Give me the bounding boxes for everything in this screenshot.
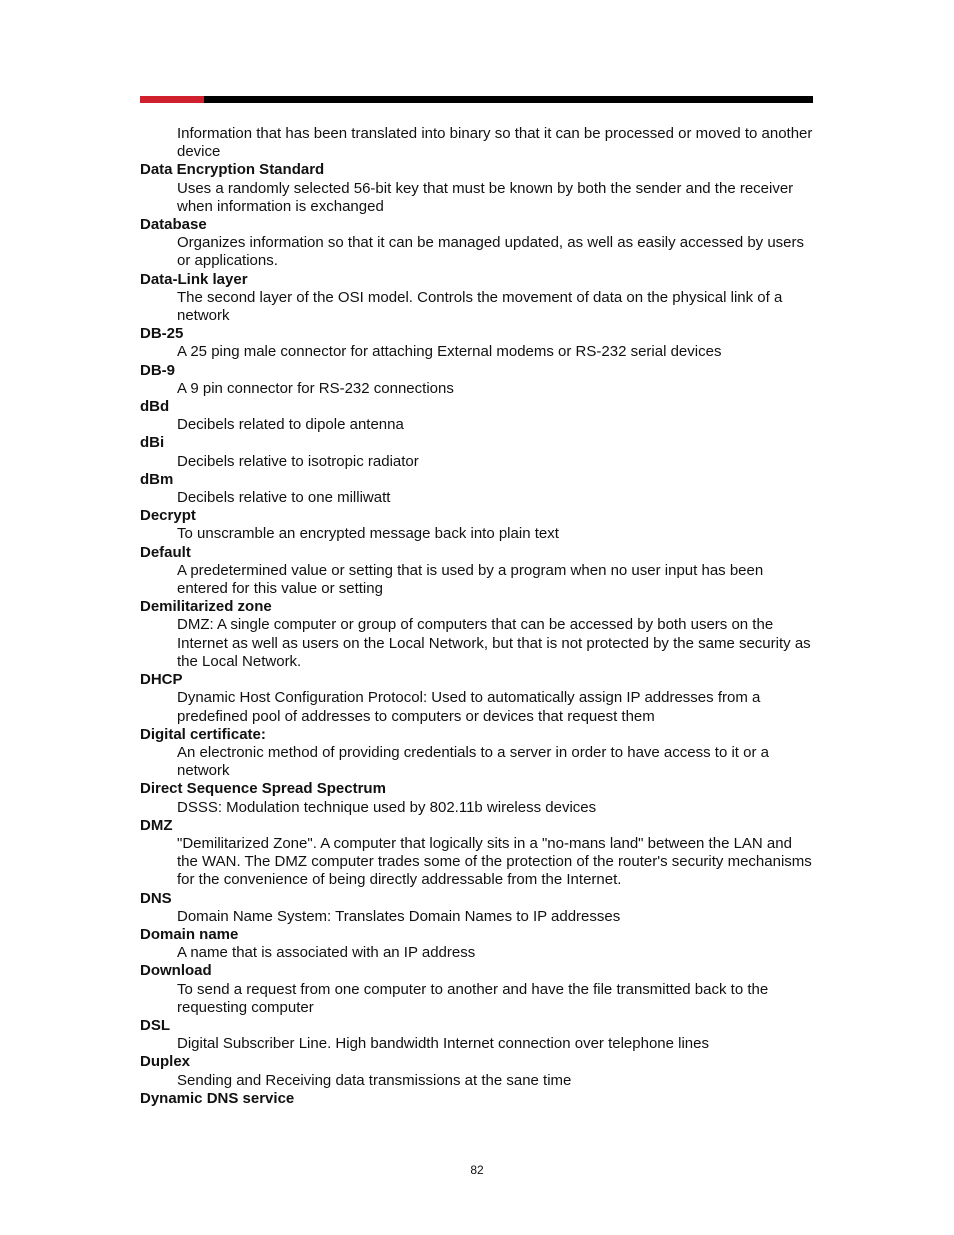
- definition-dns: Domain Name System: Translates Domain Names to IP addresses: [177, 907, 621, 925]
- term-duplex: Duplex: [140, 1053, 191, 1071]
- term-database: Database: [140, 216, 207, 234]
- definition-dmz: "Demilitarized Zone". A computer that logically sits in a "no-mans land" between the LAN and the WAN. The DMZ computer trades some of the protection of the router's security mechanisms for the convenience of being directly addressable from the Internet.: [177, 834, 812, 889]
- term-dbm: dBm: [140, 470, 174, 488]
- definition-duplex: Sending and Receiving data transmissions at the sane time: [177, 1071, 572, 1089]
- term-db-25: DB-25: [140, 325, 184, 343]
- term-db-9: DB-9: [140, 361, 176, 379]
- definition-db-25: A 25 ping male connector for attaching External modems or RS-232 serial devices: [177, 343, 722, 361]
- definition-direct-sequence-spread-spectrum: DSSS: Modulation technique used by 802.11b wireless devices: [177, 798, 597, 816]
- term-direct-sequence-spread-spectrum: Direct Sequence Spread Spectrum: [140, 780, 386, 798]
- term-download: Download: [140, 962, 212, 980]
- lead-definition: Information that has been translated into binary so that it can be processed or moved to another device: [177, 125, 813, 161]
- definition-digital-certificate: An electronic method of providing credentials to a server in order to have access to it or a network: [177, 743, 769, 780]
- term-data-encryption-standard: Data Encryption Standard: [140, 161, 325, 179]
- definition-domain-name: A name that is associated with an IP address: [177, 944, 476, 962]
- term-dynamic-dns-service: Dynamic DNS service: [140, 1089, 295, 1107]
- definition-decrypt: To unscramble an encrypted message back into plain text: [177, 525, 559, 543]
- header-accent: [140, 96, 204, 103]
- term-data-link-layer: Data-Link layer: [140, 270, 248, 288]
- definition-dbm: Decibels relative to one milliwatt: [177, 489, 391, 507]
- term-dbi: dBi: [140, 434, 165, 452]
- definition-db-9: A 9 pin connector for RS-232 connections: [177, 379, 454, 397]
- definition-demilitarized-zone: DMZ: A single computer or group of computers that can be accessed by both users on the Internet as well as users on the Local Network, but that is not protected by the same security as the Local Network.: [177, 616, 811, 670]
- page-number: 82: [470, 1163, 484, 1177]
- glossary: [140, 125, 816, 1108]
- definition-data-link-layer: The second layer of the OSI model. Controls the movement of data on the physical link of a network: [177, 288, 783, 325]
- header-rule: [140, 96, 813, 103]
- definition-database: Organizes information so that it can be managed updated, as well as easily accessed by users or applications.: [177, 234, 805, 270]
- term-demilitarized-zone: Demilitarized zone: [140, 598, 272, 616]
- term-dmz: DMZ: [140, 816, 173, 834]
- term-default: Default: [140, 543, 191, 561]
- term-decrypt: Decrypt: [140, 507, 196, 525]
- definition-dhcp: Dynamic Host Configuration Protocol: Used to automatically assign IP addresses from a predefined pool of addresses to computers or devices that request them: [177, 689, 761, 725]
- term-dhcp: DHCP: [140, 671, 183, 689]
- term-dsl: DSL: [140, 1016, 170, 1034]
- definition-default: A predetermined value or setting that is used by a program when no user input has been entered for this value or setting: [177, 561, 764, 598]
- definition-dbi: Decibels relative to isotropic radiator: [177, 452, 419, 470]
- term-digital-certificate: Digital certificate:: [140, 725, 266, 743]
- term-dns: DNS: [140, 889, 172, 907]
- term-dbd: dBd: [140, 398, 170, 416]
- definition-dbd: Decibels related to dipole antenna: [177, 416, 404, 434]
- definition-dsl: Digital Subscriber Line. High bandwidth Internet connection over telephone lines: [177, 1035, 709, 1053]
- term-domain-name: Domain name: [140, 925, 239, 943]
- definition-data-encryption-standard: Uses a randomly selected 56-bit key that must be known by both the sender and the receiver when information is exchanged: [177, 179, 794, 215]
- definition-download: To send a request from one computer to another and have the file transmitted back to the requesting computer: [177, 980, 769, 1016]
